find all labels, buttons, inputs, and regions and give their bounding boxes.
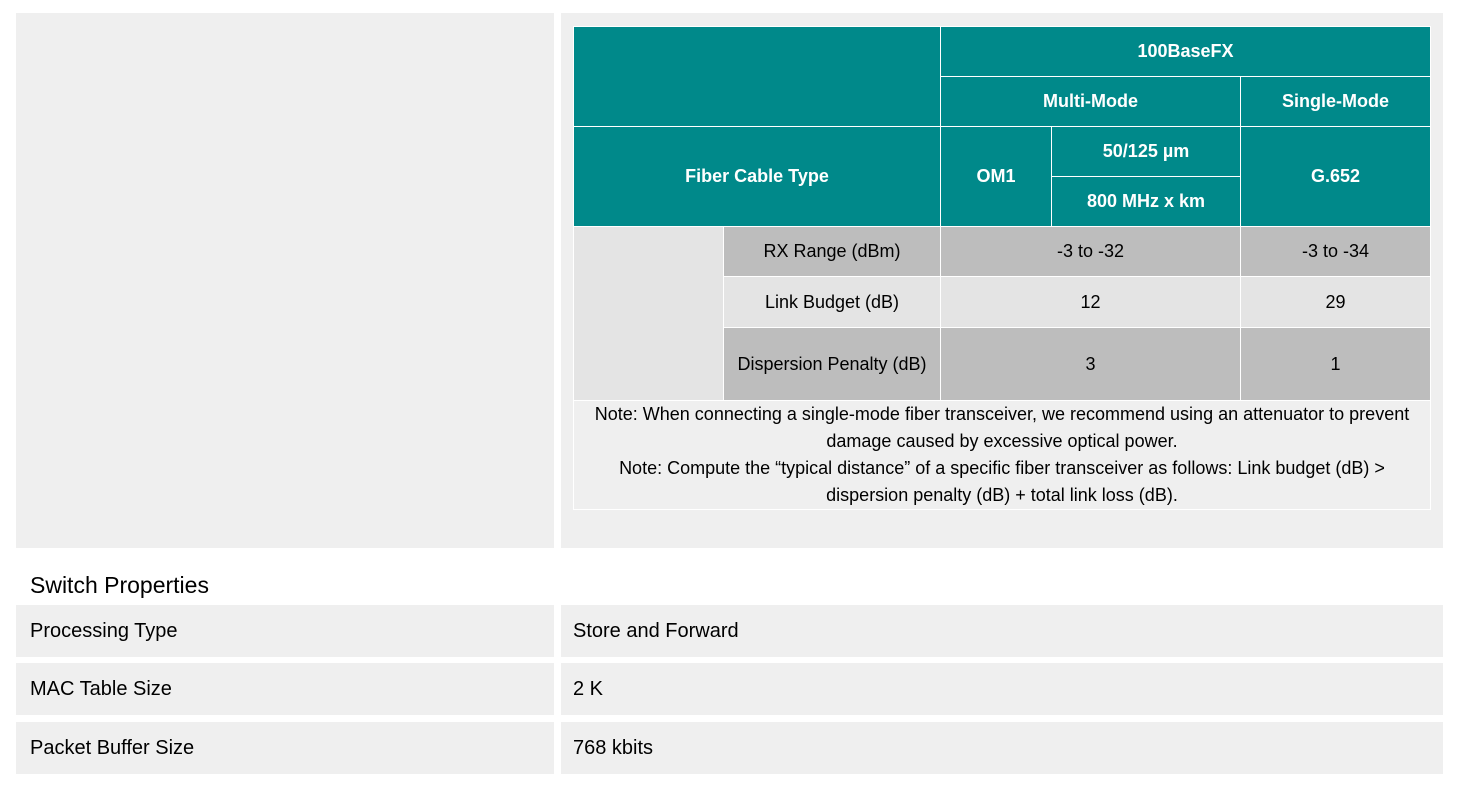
property-value: 2 K xyxy=(561,663,1443,715)
header-standard: 100BaseFX xyxy=(941,27,1431,77)
row-label: Link Budget (dB) xyxy=(724,277,941,328)
property-row xyxy=(16,605,1443,657)
row-value-single-mode: 1 xyxy=(1241,328,1431,401)
property-key: Packet Buffer Size xyxy=(16,722,554,774)
property-key: MAC Table Size xyxy=(16,663,554,715)
spec-label-cell xyxy=(16,13,554,548)
property-key: Processing Type xyxy=(16,605,554,657)
header-corner xyxy=(574,27,941,127)
header-om1: OM1 xyxy=(941,127,1052,227)
property-value: Store and Forward xyxy=(561,605,1443,657)
header-multi-mode: Multi-Mode xyxy=(941,77,1241,127)
property-value: 768 kbits xyxy=(561,722,1443,774)
property-row xyxy=(16,663,1443,715)
row-value-single-mode: -3 to -34 xyxy=(1241,227,1431,277)
note-text: Note: Compute the “typical distance” of a specific fiber transceiver as follows: Link budget (dB) > dispersion penalty (dB) + total link loss (dB). xyxy=(619,458,1385,505)
section-title: Switch Properties xyxy=(30,572,209,598)
table-notes xyxy=(574,401,1431,510)
note-text: Note: When connecting a single-mode fiber transceiver, we recommend using an attenuator to prevent damage caused by excessive optical power. xyxy=(594,404,1410,451)
header-cable-type-label: Fiber Cable Type xyxy=(574,127,941,227)
header-mm-core: 50/125 µm xyxy=(1052,127,1241,177)
header-mm-bandwidth: 800 MHz x km xyxy=(1052,177,1241,227)
row-group-blank xyxy=(574,227,724,401)
row-label: RX Range (dBm) xyxy=(724,227,941,277)
row-value-multi-mode: -3 to -32 xyxy=(941,227,1241,277)
row-value-single-mode: 29 xyxy=(1241,277,1431,328)
fiber-spec-table xyxy=(573,26,1431,510)
row-value-multi-mode: 3 xyxy=(941,328,1241,401)
header-sm-type: G.652 xyxy=(1241,127,1431,227)
row-label: Dispersion Penalty (dB) xyxy=(724,328,941,401)
property-row xyxy=(16,722,1443,774)
header-single-mode: Single-Mode xyxy=(1241,77,1431,127)
row-value-multi-mode: 12 xyxy=(941,277,1241,328)
